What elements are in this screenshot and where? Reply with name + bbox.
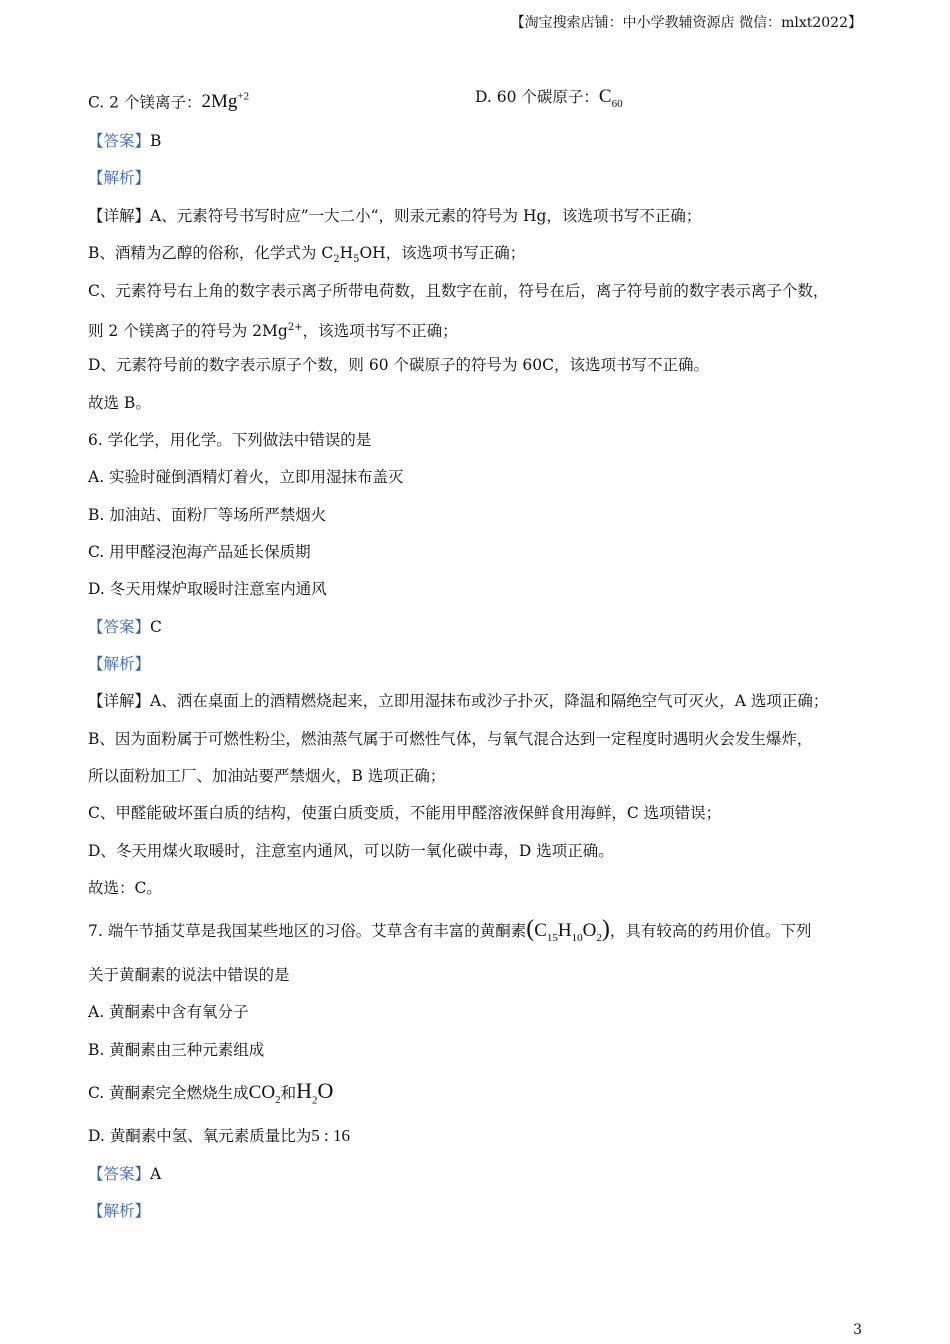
q7-option-a: A. 黄酮素中含有氧分子 (88, 1003, 249, 1021)
q5-answer: 【答案】B (88, 132, 162, 150)
q6-detail-d: D、冬天用煤火取暖时，注意室内通风，可以防一氧化碳中毒，D 选项正确。 (88, 842, 614, 860)
q5-detail-b: B、酒精为乙醇的俗称，化学式为 $C_2H_5OH$，该选项书写正确； (88, 244, 526, 266)
q7-stem-line2: 关于黄酮素的说法中错误的是 (88, 966, 290, 984)
q6-detail-c: C、甲醛能破坏蛋白质的结构，使蛋白质变质，不能用甲醛溶液保鲜食用海鲜，C 选项错误； (88, 804, 722, 822)
q6-answer: 【答案】C (88, 618, 162, 636)
q6-option-d: D. 冬天用煤炉取暖时注意室内通风 (88, 580, 327, 598)
q5-detail-a: 【详解】A、元素符号书写时应”一大二小“，则汞元素的符号为 Hg，该选项书写不正确； (88, 207, 702, 225)
q6-option-a: A. 实验时碰倒酒精灯着火，立即用湿抹布盖灭 (88, 468, 404, 486)
q6-analysis-tag: 【解析】 (88, 655, 151, 673)
q5-detail-c-line1: C、元素符号右上角的数字表示离子所带电荷数，且数字在前，符号在后，离子符号前的数字表示离子个数， (88, 282, 829, 300)
q5-analysis-tag: 【解析】 (88, 169, 151, 187)
q6-conclusion: 故选：C。 (88, 879, 162, 897)
q7-stem-line1: 7. 端午节插艾草是我国某些地区的习俗。艾草含有丰富的黄酮素$(C_{15}H_{10}O_2)$，具有较高的药用价值。下列 (88, 916, 812, 944)
q6-option-c: C. 用甲醛浸泡海产品延长保质期 (88, 543, 311, 561)
q5-conclusion: 故选 B。 (88, 394, 151, 412)
q6-detail-b-line2: 所以面粉加工厂、加油站要严禁烟火，B 选项正确； (88, 767, 446, 785)
q7-answer: 【答案】A (88, 1165, 162, 1183)
q7-flavone-formula: $C_{15}H_{10}O_2$ (534, 920, 602, 944)
q7-option-b: B. 黄酮素由三种元素组成 (88, 1041, 265, 1059)
q7-option-d: D. 黄酮素中氢、氧元素质量比为5 : 16 (88, 1126, 350, 1145)
q6-option-b: B. 加油站、面粉厂等场所严禁烟火 (88, 506, 327, 524)
q5-option-c-formula: $2Mg^{+2}$ (201, 91, 250, 113)
q6-stem: 6. 学化学，用化学。下列做法中错误的是 (88, 431, 372, 449)
q5-option-d: D. 60 个碳原子：$C_{60}$ (475, 86, 623, 110)
q7-analysis-tag: 【解析】 (88, 1202, 151, 1220)
q6-detail-b-line1: B、因为面粉属于可燃性粉尘，燃油蒸气属于可燃性气体，与氧气混合达到一定程度时遇明火会发生爆炸， (88, 730, 813, 748)
q7-h2o-formula: $H_2O$ (296, 1078, 334, 1107)
q5-detail-c-line2: 则 2 个镁离子的符号为 $2Mg^{2+}$，该选项书写不正确； (88, 322, 458, 341)
page-header: 【淘宝搜索店铺：中小学教辅资源店 微信：mlxt2022】 (510, 15, 862, 31)
q5-detail-d: D、元素符号前的数字表示原子个数，则 60 个碳原子的符号为 60C，该选项书写不正确。 (88, 356, 710, 374)
q7-option-c: C. 黄酮素完全燃烧生成$CO_2$和$H_2O$ (88, 1078, 334, 1107)
q6-detail-a: 【详解】A、洒在桌面上的酒精燃烧起来，立即用湿抹布或沙子扑灭，降温和隔绝空气可灭火，A 选项正确； (88, 692, 829, 710)
q5-option-c: C. 2 个镁离子：$2Mg^{+2}$ (88, 91, 250, 113)
q5-option-d-formula: $C_{60}$ (598, 86, 623, 110)
q7-co2-formula: $CO_2$ (248, 1082, 281, 1106)
page-number: 3 (853, 1322, 862, 1338)
